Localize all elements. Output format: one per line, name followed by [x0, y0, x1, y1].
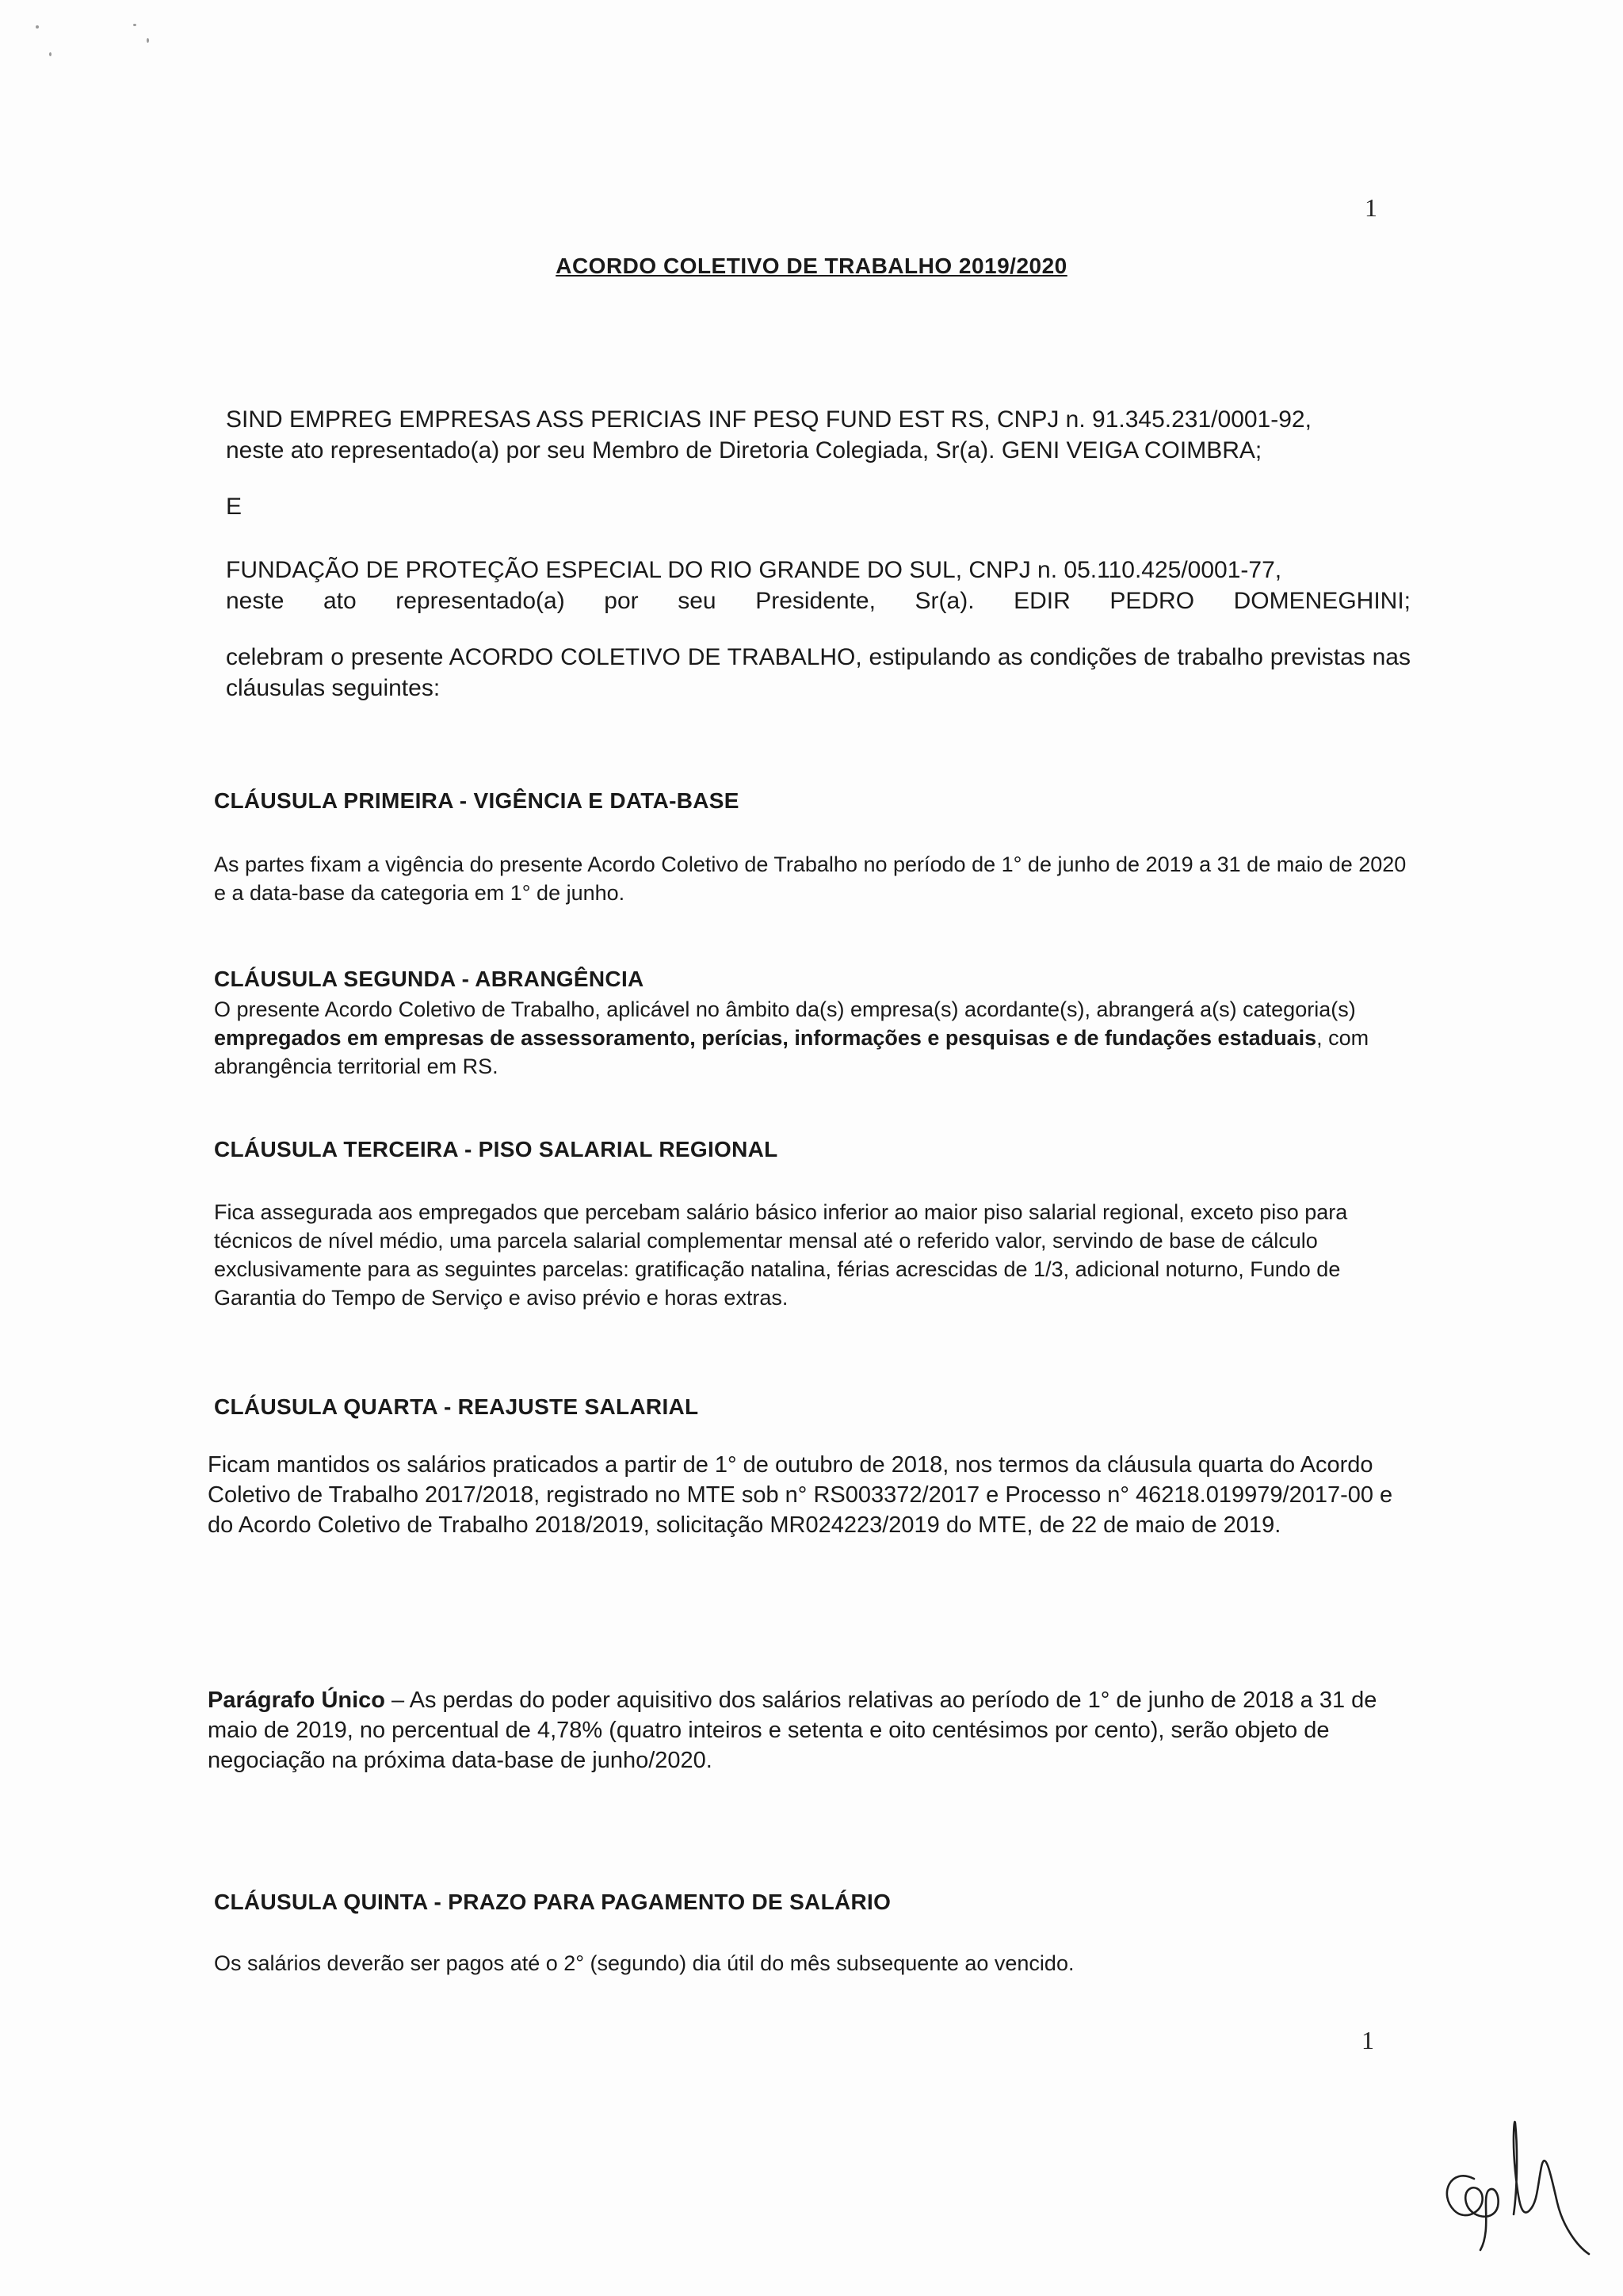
clause-3-text: Fica assegurada aos empregados que percebam salário básico inferior ao maior piso salarial regional, exceto piso para técnicos de nível médio, uma parcela salarial complementar mensal até o referido valor, servindo de base de cálculo exclusivamente para as seguintes parcelas: gratificação natalina, férias acrescidas de 1/3, adicional noturno, Fundo de Garantia do Tempo de Serviço e aviso prévio e horas extras.: [214, 1200, 1348, 1310]
paragraph-label: Parágrafo Único: [208, 1688, 385, 1713]
initials-stroke-2: [1514, 2122, 1589, 2254]
scan-speck: [36, 25, 39, 29]
intro-paragraph: celebram o presente ACORDO COLETIVO DE TRABALHO, estipulando as condições de trabalho previstas nas cláusulas seguintes:: [226, 644, 1411, 701]
clause-5-heading: CLÁUSULA QUINTA - PRAZO PARA PAGAMENTO DE SALÁRIO: [214, 1890, 892, 1914]
clause-1-text: As partes fixam a vigência do presente Acordo Coletivo de Trabalho no período de 1° de junho de 2019 a 31 de maio de 2020 e a data-base da categoria em 1° de junho.: [214, 852, 1407, 905]
party-2: [226, 555, 1411, 616]
clause-1-heading: CLÁUSULA PRIMEIRA - VIGÊNCIA E DATA-BASE: [214, 788, 739, 813]
page-number-top: 1: [1365, 193, 1377, 222]
scan-speck: [49, 52, 52, 56]
document-title: ACORDO COLETIVO DE TRABALHO 2019/2020: [556, 254, 1067, 278]
clause-4-heading: CLÁUSULA QUARTA - REAJUSTE SALARIAL: [214, 1394, 699, 1419]
handwritten-initials: [1419, 2092, 1609, 2258]
scan-speck: [147, 38, 149, 43]
initials-stroke-1: [1447, 2176, 1499, 2250]
clause-2-text-after: , com abrangência territorial em RS.: [214, 1026, 1369, 1078]
clause-2-text: [214, 995, 1411, 1081]
connector-e: E: [226, 494, 242, 520]
party-1: [226, 404, 1411, 466]
clause-2-heading: CLÁUSULA SEGUNDA - ABRANGÊNCIA: [214, 967, 644, 991]
party-1-line-2: neste ato representado(a) por seu Membro de Diretoria Colegiada, Sr(a). GENI VEIGA COIMBRA;: [226, 437, 1262, 463]
page-number-bottom: 1: [1361, 2026, 1374, 2054]
clause-4-text: Ficam mantidos os salários praticados a partir de 1° de outubro de 2018, nos termos da cláusula quarta do Acordo Coletivo de Trabalho 2017/2018, registrado no MTE sob n° RS003372/2017 e Processo n° 46218.019979/2017-00 e do Acordo Coletivo de Trabalho 2018/2019, solicitação MR024223/2019 do MTE, de 22 de maio de 2019.: [208, 1452, 1393, 1538]
paragraph-text: – As perdas do poder aquisitivo dos salários relativas ao período de 1° de junho de 2018 a 31 de maio de 2019, no percentual de 4,78% (quatro inteiros e setenta e oito centésimos por cento), serão objeto de negociação na próxima data-base de junho/2020.: [208, 1688, 1377, 1773]
party-2-line-2: neste ato representado(a) por seu Presidente, Sr(a). EDIR PEDRO DOMENEGHINI;: [226, 588, 1411, 614]
clause-2-text-before: O presente Acordo Coletivo de Trabalho, aplicável no âmbito da(s) empresa(s) acordante(s), abrangerá a(s) categoria(s): [214, 997, 1356, 1021]
clause-3-heading: CLÁUSULA TERCEIRA - PISO SALARIAL REGIONAL: [214, 1137, 778, 1161]
party-1-line-1: SIND EMPREG EMPRESAS ASS PERICIAS INF PESQ FUND EST RS, CNPJ n. 91.345.231/0001-92,: [226, 406, 1312, 433]
clause-5-text: Os salários deverão ser pagos até o 2° (segundo) dia útil do mês subsequente ao vencido.: [214, 1951, 1075, 1975]
clause-2-text-bold: empregados em empresas de assessoramento, perícias, informações e pesquisas e de fundações estaduais: [214, 1026, 1317, 1050]
clause-4-paragraph: [208, 1685, 1396, 1775]
scan-speck: [133, 24, 136, 26]
party-2-line-1: FUNDAÇÃO DE PROTEÇÃO ESPECIAL DO RIO GRANDE DO SUL, CNPJ n. 05.110.425/0001-77,: [226, 557, 1282, 583]
